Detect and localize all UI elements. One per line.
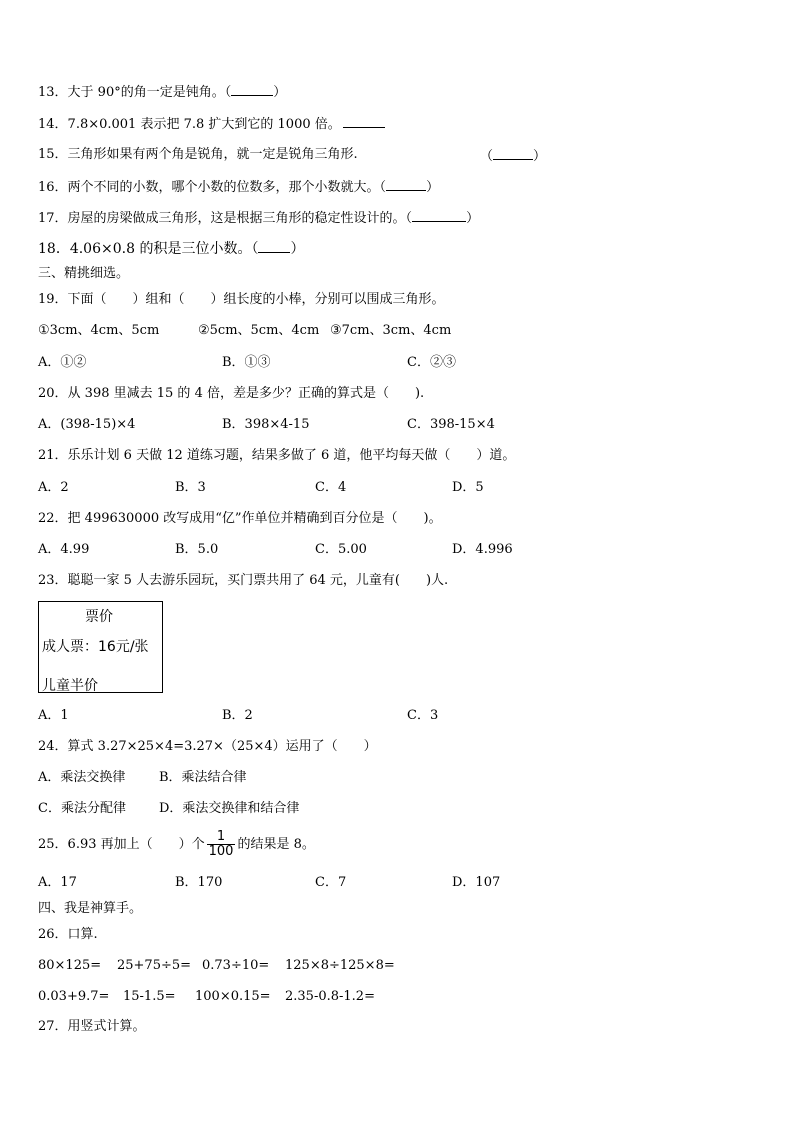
option-b[interactable]: B．2 bbox=[222, 708, 253, 723]
option-c[interactable]: C．7 bbox=[315, 875, 347, 890]
question-24: 24．算式 3.27×25×4=3.27×（25×4）运用了（ ） bbox=[38, 739, 377, 754]
question-23: 23．聪聪一家 5 人去游乐园玩，买门票共用了 64 元，儿童有( )人. bbox=[38, 573, 449, 588]
group-2: ②5cm、5cm、4cm bbox=[198, 323, 320, 338]
option-d[interactable]: D．4.996 bbox=[452, 542, 513, 557]
section-3-heading: 三、精挑细选。 bbox=[38, 266, 130, 281]
question-13: 13．大于 90°的角一定是钝角。（ ） bbox=[38, 85, 287, 100]
option-a[interactable]: A．17 bbox=[38, 875, 77, 890]
option-a[interactable]: A．4.99 bbox=[38, 542, 90, 557]
question-16: 16．两个不同的小数，哪个小数的位数多，那个小数就大。（ ） bbox=[38, 180, 440, 195]
group-3: ③7cm、3cm、4cm bbox=[330, 323, 452, 338]
calc-item: 100×0.15= bbox=[195, 989, 271, 1004]
option-a[interactable]: A．2 bbox=[38, 480, 69, 495]
group-1: ①3cm、4cm、5cm bbox=[38, 323, 160, 338]
option-b[interactable]: B．①③ bbox=[222, 355, 271, 370]
question-27: 27．用竖式计算。 bbox=[38, 1019, 146, 1034]
question-15-answer: （ ） bbox=[480, 149, 547, 164]
option-b[interactable]: B．3 bbox=[175, 480, 206, 495]
answer-blank[interactable] bbox=[412, 209, 466, 222]
calc-item: 80×125= bbox=[38, 958, 102, 973]
option-c[interactable]: C．3 bbox=[407, 708, 439, 723]
answer-blank[interactable] bbox=[386, 178, 426, 191]
question-14: 14．7.8×0.001 表示把 7.8 扩大到它的 1000 倍。 bbox=[38, 115, 385, 133]
option-d[interactable]: D．107 bbox=[452, 875, 501, 890]
ticket-title: 票价 bbox=[85, 609, 113, 625]
answer-blank[interactable] bbox=[258, 240, 290, 253]
option-b[interactable]: B．398×4-15 bbox=[222, 417, 310, 432]
ticket-child-price: 儿童半价 bbox=[42, 678, 98, 694]
question-22: 22．把 499630000 改写成用“亿”作单位并精确到百分位是（ )。 bbox=[38, 511, 442, 526]
question-21: 21．乐乐计划 6 天做 12 道练习题，结果多做了 6 道，他平均每天做（ ）道。 bbox=[38, 448, 516, 463]
ticket-adult-price: 成人票：16元/张 bbox=[42, 639, 149, 655]
answer-blank[interactable] bbox=[493, 147, 533, 160]
question-20: 20．从 398 里减去 15 的 4 倍，差是多少？正确的算式是（ ). bbox=[38, 386, 425, 401]
option-d[interactable]: D．乘法交换律和结合律 bbox=[159, 801, 300, 816]
option-c[interactable]: C．乘法分配律 bbox=[38, 801, 126, 816]
question-19: 19．下面（ ）组和（ ）组长度的小棒，分别可以围成三角形。 bbox=[38, 292, 445, 307]
answer-blank[interactable] bbox=[231, 83, 273, 96]
question-25: 25．6.93 再加上（ ）个 $\frac{1}{100}$ 的结果是 8。 bbox=[38, 829, 315, 859]
calc-item: 25+75÷5= bbox=[117, 958, 192, 973]
ticket-price-box bbox=[38, 601, 163, 693]
option-c[interactable]: C．②③ bbox=[407, 355, 456, 370]
option-b[interactable]: B．170 bbox=[175, 875, 223, 890]
calc-item: 125×8÷125×8= bbox=[285, 958, 395, 973]
option-a[interactable]: A．1 bbox=[38, 708, 69, 723]
calc-item: 0.03+9.7= bbox=[38, 989, 110, 1004]
calc-item: 2.35-0.8-1.2= bbox=[285, 989, 375, 1004]
calc-item: 15-1.5= bbox=[123, 989, 176, 1004]
question-26: 26．口算. bbox=[38, 927, 98, 942]
section-4-heading: 四、我是神算手。 bbox=[38, 901, 143, 916]
option-a[interactable]: A．乘法交换律 bbox=[38, 770, 126, 785]
question-17: 17．房屋的房梁做成三角形，这是根据三角形的稳定性设计的。（ ） bbox=[38, 211, 480, 226]
question-18: 18．4.06×0.8 的积是三位小数。（ ） bbox=[38, 241, 305, 257]
option-c[interactable]: C．398-15×4 bbox=[407, 417, 495, 432]
option-a[interactable]: A．(398-15)×4 bbox=[38, 417, 136, 432]
question-15: 15．三角形如果有两个角是锐角，就一定是锐角三角形. bbox=[38, 147, 358, 162]
option-d[interactable]: D．5 bbox=[452, 480, 484, 495]
answer-blank[interactable] bbox=[343, 115, 385, 128]
option-a[interactable]: A．①② bbox=[38, 355, 87, 370]
fraction: $\frac{1}{100}$ bbox=[208, 829, 234, 859]
calc-item: 0.73÷10= bbox=[202, 958, 270, 973]
option-c[interactable]: C．5.00 bbox=[315, 542, 367, 557]
option-b[interactable]: B．5.0 bbox=[175, 542, 219, 557]
option-c[interactable]: C．4 bbox=[315, 480, 347, 495]
option-b[interactable]: B．乘法结合律 bbox=[159, 770, 247, 785]
